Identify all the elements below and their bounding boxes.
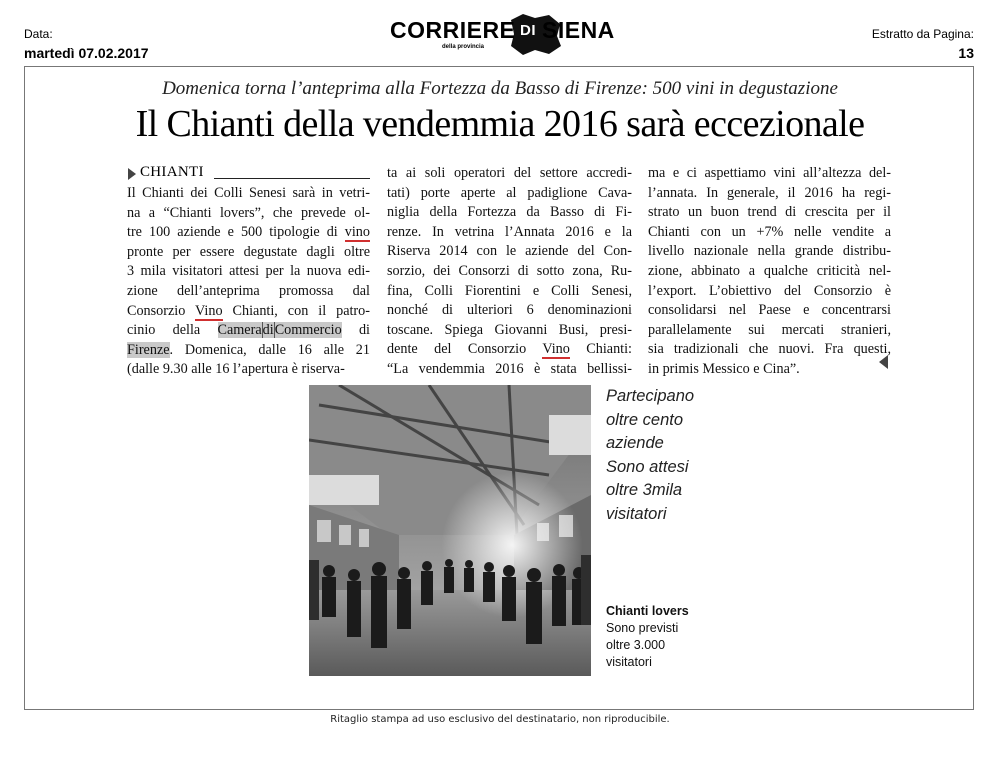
text-line: ta ai soli operatori del settore accredi- xyxy=(387,165,632,181)
text-line: renze. In vetrina l’Annata 2016 e la xyxy=(387,223,632,240)
text-line: strato un buon trend di crescita per il xyxy=(648,204,891,221)
caption-line: visitatori xyxy=(606,655,652,669)
text-line: parallelamente sui mercati stranieri, xyxy=(648,321,891,338)
article-column-1 xyxy=(127,184,370,380)
pull-quote-line: oltre 3mila xyxy=(606,481,683,499)
text-line: dente del Consorzio Vino Chianti: xyxy=(387,341,632,358)
text-line: zione dell’anteprima promossa dal xyxy=(127,282,370,299)
pull-quote xyxy=(606,385,694,526)
text-line: 3 mila visitatori attesi per la nuova edi- xyxy=(127,263,370,280)
article-column-2 xyxy=(387,164,632,380)
text-line: pronte per essere degustate dagli oltre xyxy=(127,243,370,260)
text-line: consolidarsi nel Paese e concentrarsi xyxy=(648,302,891,319)
pull-quote-line: Partecipano xyxy=(606,387,695,405)
highlight-vino: Vino xyxy=(542,341,570,358)
text-line: Riserva 2014 con le aziende del Con- xyxy=(387,243,632,260)
article-headline: Il Chianti della vendemmia 2016 sarà eccezionale xyxy=(135,103,865,145)
article-column-3 xyxy=(648,164,891,380)
text-line: zione, abbinato a qualche criticità nel- xyxy=(648,262,891,279)
text-line: livello nazionale nella grande distribu- xyxy=(648,243,891,260)
text-line: sia tradizionali che nuovi. Fra questi, xyxy=(648,341,891,358)
logo-word-siena: SIENA xyxy=(542,17,615,43)
caption-title: Chianti lovers xyxy=(606,604,689,618)
logo-word-di: DI xyxy=(520,22,536,39)
pull-quote-line: visitatori xyxy=(606,504,667,523)
highlight-firenze: Firenze xyxy=(127,341,170,358)
section-label: CHIANTI xyxy=(140,164,204,180)
text-line: sorzio, dei Consorzi di sotto zona, Ru- xyxy=(387,262,632,279)
section-rule xyxy=(214,178,370,179)
text-line: l’export. L’obiettivo del Consorzio è xyxy=(648,282,891,299)
text-line: “La vendemmia 2016 è stata bellissi- xyxy=(387,360,632,377)
text-line: niglia della Fortezza da Basso di Fi- xyxy=(387,204,632,221)
text-line: na a “Chianti lovers”, che prevede ol- xyxy=(127,204,370,221)
page-number: 13 xyxy=(958,45,974,61)
text-line: ma e ci aspettiamo vini all’altezza del- xyxy=(648,165,891,181)
highlight-vino: vino xyxy=(344,224,370,241)
text-line: nonché di ulteriori 6 denominazioni xyxy=(387,302,632,319)
newspaper-logo xyxy=(390,12,615,52)
article-kicker: Domenica torna l’anteprima alla Fortezza da Basso di Firenze: 500 vini in degustazione xyxy=(162,78,838,99)
text-line: fina, Colli Fiorentini e Colli Senesi, xyxy=(387,282,632,299)
text-line: Consorzio Vino Chianti, con il patro- xyxy=(127,302,370,319)
pull-quote-line: oltre cento xyxy=(606,410,684,429)
text-line: cinio della CameradiCommercio di xyxy=(127,322,370,339)
photo-caption xyxy=(606,603,689,671)
date-value: martedì 07.02.2017 xyxy=(24,45,149,61)
text-line: toscane. Spiega Giovanni Busi, presi- xyxy=(387,321,632,338)
caption-line: Sono previsti xyxy=(606,621,679,635)
text-line: Il Chianti dei Colli Senesi sarà in vetri- xyxy=(127,185,370,201)
caption-line: oltre 3.000 xyxy=(606,638,666,652)
highlight-di: di xyxy=(262,322,274,339)
event-photo xyxy=(309,385,591,676)
logo-word-corriere: CORRIERE xyxy=(390,17,516,43)
logo-subtitle: della provincia xyxy=(442,44,485,50)
exhibition-hall-illustration xyxy=(309,385,591,676)
page-label: Estratto da Pagina: xyxy=(871,27,974,41)
highlight-vino: Vino xyxy=(195,302,223,319)
highlight-commercio: Commercio xyxy=(274,322,342,339)
text-line: Firenze. Domenica, dalle 16 alle 21 xyxy=(127,341,370,358)
pull-quote-line: Sono attesi xyxy=(606,457,689,476)
text-line: tre 100 aziende e 500 tipologie di vino xyxy=(127,224,370,241)
text-line: tati) porte aperte al padiglione Cava- xyxy=(387,184,632,201)
text-line: (dalle 9.30 alle 16 l’apertura è riserva- xyxy=(127,361,345,378)
text-line: l’annata. In generale, il 2016 ha regi- xyxy=(648,184,891,201)
text-line: Chianti con un +7% nelle vendite a xyxy=(648,223,891,240)
section-arrow-icon xyxy=(128,168,136,180)
highlight-camera: Camera xyxy=(217,322,262,339)
pull-quote-line: aziende xyxy=(606,434,664,452)
end-of-article-icon xyxy=(879,355,888,369)
date-label: Data: xyxy=(24,27,53,41)
clipping-disclaimer: Ritaglio stampa ad uso esclusivo del destinatario, non riproducibile. xyxy=(330,714,670,725)
text-line: in primis Messico e Cina”. xyxy=(648,360,800,377)
